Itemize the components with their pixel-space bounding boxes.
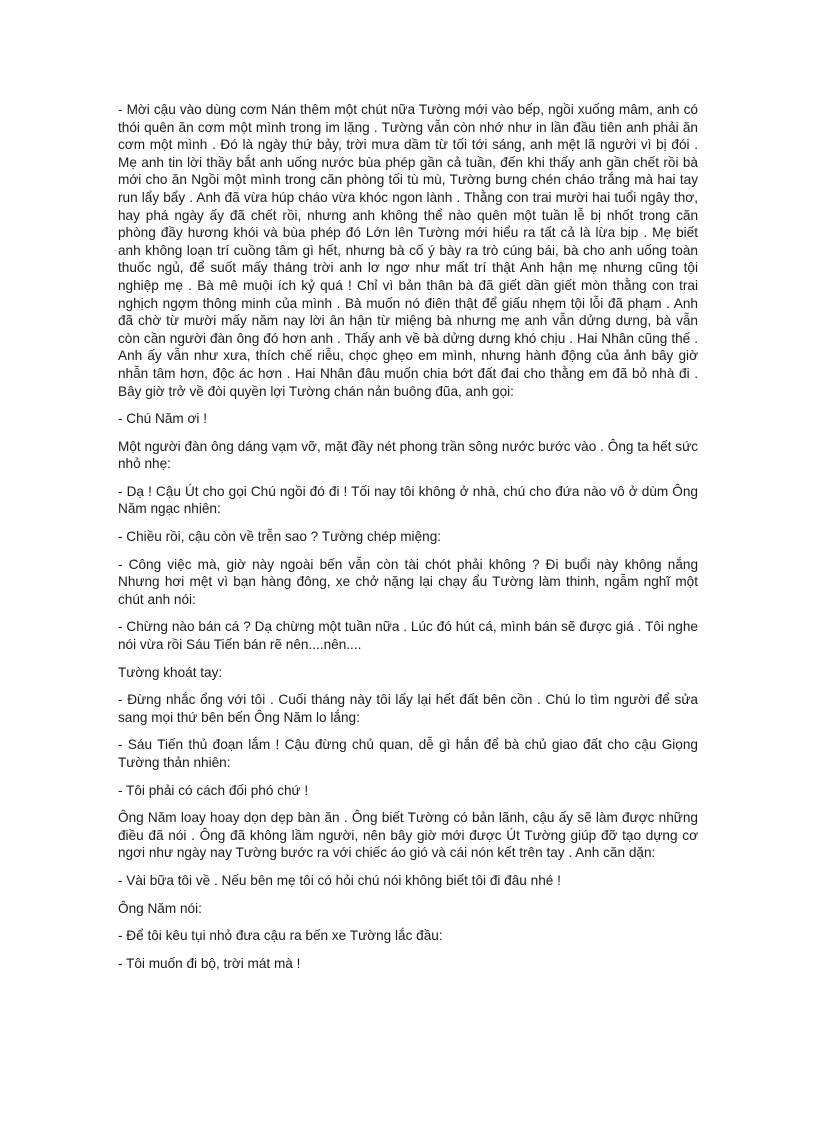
paragraph: Ông Năm nói: [118, 900, 202, 916]
paragraph: - Mời cậu vào dùng cơm Nán thêm một chút nữa Tường mới vào bếp, ngồi xuống mâm, anh có thói quên ăn cơm một mình trong im lặng . Tường vẫn còn nhớ như in lần đầu tiên anh phải ăn cơm một mình . Đó là ngày thứ bảy, trời mưa dầm từ tối tới sáng, anh mệt lã người vì bị đói . Mẹ anh tin lời thầy bắt anh uống nước bùa phép gần cả tuần, đến khi thấy anh gần chết rồi bà mới cho ăn Ngồi một mình trong căn phòng tối tù mù, Tường bưng chén cháo trắng mà hai tay run lẩy bẩy . Anh đã vừa húp cháo vừa khóc ngon lành . Thằng con trai mười hai tuổi ngây thơ, hay phá ngày ấy đã chết rồi, nhưng anh không thể nào quên một tuần lễ bị nhốt trong căn phòng đầy hương khói và bùa phép đó Lớn lên Tường mới hiểu ra tất cả là lừa bịp . Mẹ biết anh không loạn trí cuồng tâm gì hết, nhưng bà cố ý bày ra trò cúng bái, bà cho anh uống toàn thuốc ngủ, để suốt mấy tháng trời anh lơ ngơ như mất trí thật Anh hận mẹ nhưng cũng tội nghiệp mẹ . Bà mê muội ích kỷ quá ! Chỉ vì bản thân bà đã giết dần giết mòn thằng con trai nghịch ngợm thông minh của mình . Bà muốn nó điên thật để giấu nhẹm tội lỗi đã phạm . Anh đã chờ từ mười mấy năm nay lời ân hận từ miệng bà nhưng mẹ anh vẫn dửng dưng, bà vẫn còn cần người đàn ông đó hơn anh . Thấy anh về bà dửng dưng khó chịu . Hai Nhân cũng thế . Anh ấy vẫn như xưa, thích chế riễu, chọc ghẹo em mình, nhưng hành động của ảnh bây giờ nhẫn tâm hơn, độc ác hơn . Hai Nhân đâu muốn chia bớt đất đai cho thằng em đã bỏ nhà đi . Bây giờ trở về đòi quyền lợi Tường chán nản buông đũa, anh gọi: [118, 102, 698, 399]
paragraph: - Chú Năm ơi ! [118, 411, 207, 427]
paragraph: Tường khoát tay: [118, 664, 223, 680]
paragraph: Một người đàn ông dáng vạm vỡ, mặt đầy nét phong trần sông nước bước vào . Ông ta hết sức nhỏ nhẹ: [118, 438, 698, 472]
paragraph: - Dạ ! Cậu Út cho gọi Chú ngồi đó đi ! Tối nay tôi không ở nhà, chú cho đứa nào vô ở dùm Ông Năm ngạc nhiên: [118, 483, 698, 517]
paragraph: - Đừng nhắc ổng với tôi . Cuối tháng này tôi lấy lại hết đất bên cồn . Chú lo tìm người để sửa sang mọi thứ bên bến Ông Năm lo lắng: [118, 692, 698, 725]
paragraph: - Tôi muốn đi bộ, trời mát mà ! [118, 955, 301, 971]
document-page [118, 101, 698, 982]
paragraph: - Để tôi kêu tụi nhỏ đưa cậu ra bến xe Tường lắc đầu: [118, 928, 443, 944]
paragraph: Ông Năm loay hoay dọn dẹp bàn ăn . Ông biết Tường có bản lãnh, cậu ấy sẽ làm được những điều đã nói . Ông đã không lầm người, nên bây giờ mới được Út Tường giúp đỡ tạo dựng cơ ngơi như ngày nay Tường bước ra với chiếc áo gió và cái nón kết trên tay . Anh căn dặn: [118, 810, 698, 861]
paragraph: - Chừng nào bán cá ? Dạ chừng một tuần nữa . Lúc đó hút cá, mình bán sẽ được giá . Tôi nghe nói vừa rồi Sáu Tiến bán rẽ nên....nên.... [118, 619, 698, 653]
paragraph: - Tôi phải có cách đối phó chứ ! [118, 782, 309, 798]
paragraph: - Chiều rồi, cậu còn về trễn sao ? Tường chép miệng: [118, 529, 442, 545]
paragraph: - Vài bữa tôi về . Nếu bên mẹ tôi có hỏi chú nói không biết tôi đi đâu nhé ! [118, 872, 561, 888]
paragraph: - Công việc mà, giờ này ngoài bến vẫn còn tài chót phải không ? Đi buổi này không nắng Nhưng hơi mệt vì bạn hàng đông, xe chở nặng lại chạy ẩu Tường làm thinh, ngẫm nghĩ một chút anh nói: [118, 556, 698, 607]
paragraph: - Sáu Tiến thủ đoạn lắm ! Cậu đừng chủ quan, dễ gì hắn để bà chủ giao đất cho cậu Giọng Tường thản nhiên: [118, 737, 698, 770]
